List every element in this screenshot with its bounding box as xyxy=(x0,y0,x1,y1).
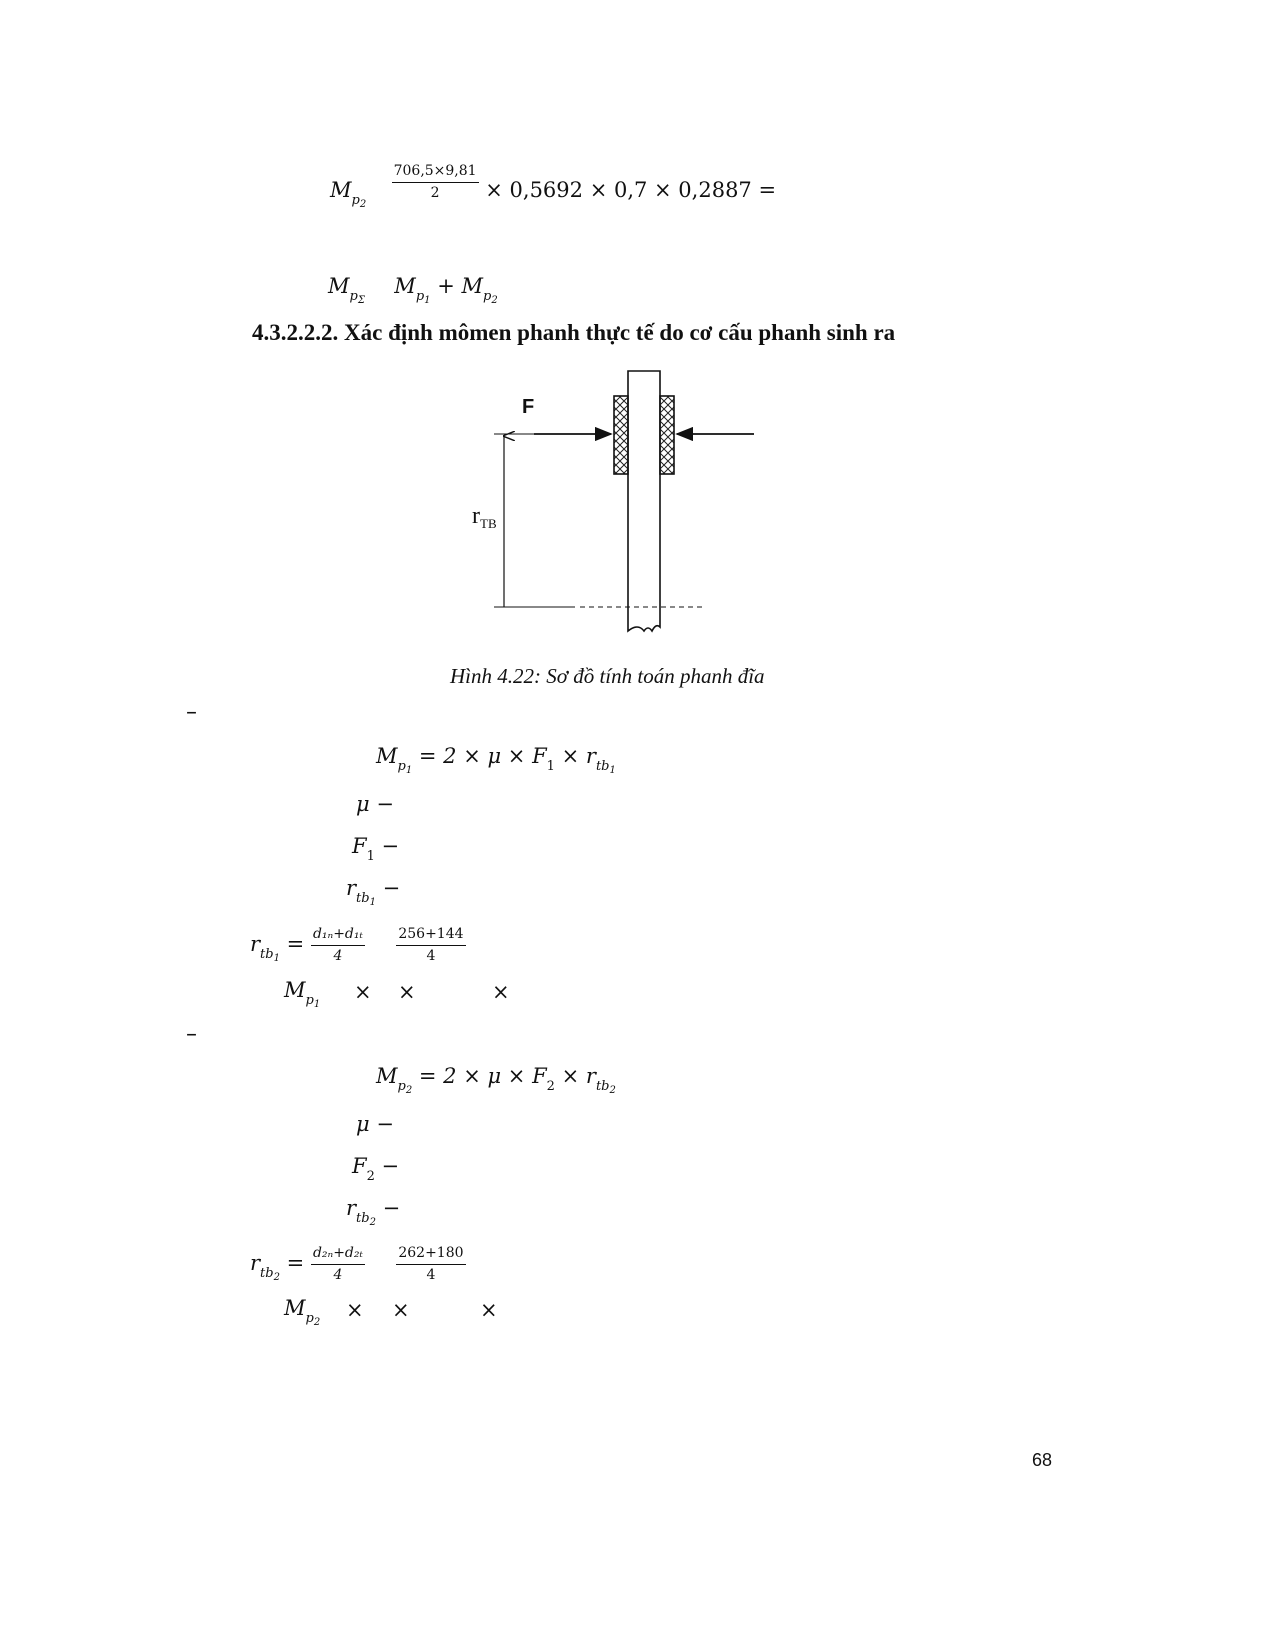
subscript xyxy=(596,1079,616,1094)
definition-r xyxy=(346,1196,401,1228)
figure-caption: Hình 4.22: Sơ đồ tính toán phanh đĩa xyxy=(450,664,765,688)
subscript xyxy=(306,993,321,1008)
fraction-denominator: 4 xyxy=(333,948,343,964)
fraction-denominator: 4 xyxy=(333,1267,343,1283)
symbol: M xyxy=(461,274,484,298)
subsubscript-text: 1 xyxy=(273,953,280,964)
subscript-text: p xyxy=(351,193,360,208)
formula-mp2 xyxy=(376,1064,616,1096)
radius-calculation xyxy=(250,1245,466,1284)
formula-rhs-tail: × r xyxy=(561,1064,596,1088)
definition-dash: − xyxy=(381,1154,400,1178)
formula-rhs: = 2 × μ × F xyxy=(418,1064,547,1088)
subscript xyxy=(416,289,431,304)
equation-mp-sum xyxy=(328,274,498,306)
subsubscript-text: 1 xyxy=(424,295,431,306)
subscript-text: tb xyxy=(595,759,610,774)
fraction xyxy=(392,163,479,202)
subsubscript-text: 2 xyxy=(491,295,498,306)
definition-dash: − xyxy=(376,1112,394,1136)
radius-calculation xyxy=(250,926,466,965)
fraction xyxy=(396,1245,465,1284)
definition-f xyxy=(352,834,400,864)
subscript xyxy=(356,891,376,906)
symbol: M xyxy=(284,1296,306,1320)
fraction-denominator: 4 xyxy=(426,1267,436,1283)
subsubscript-text: 2 xyxy=(313,1317,321,1328)
subscript-text: 2 xyxy=(366,1169,375,1184)
subsubscript-text: 2 xyxy=(359,199,367,210)
fraction xyxy=(311,1245,365,1284)
subsubscript-text: 1 xyxy=(313,999,321,1010)
symbol: μ xyxy=(356,1112,370,1136)
subscript-text: p xyxy=(305,993,314,1008)
radius-label-main: r xyxy=(472,503,480,529)
times-sign: × xyxy=(346,1298,364,1322)
bullet-dash: – xyxy=(186,1022,197,1047)
subscript xyxy=(350,289,365,304)
moment-calculation xyxy=(284,978,321,1010)
times-sign: × xyxy=(398,980,416,1004)
fraction-numerator: d₂ₙ+d₂ₜ xyxy=(311,1245,365,1265)
symbol: F xyxy=(352,1154,367,1178)
subscript-text: p xyxy=(415,289,425,304)
force-label: F xyxy=(522,396,535,418)
subscript xyxy=(596,759,616,774)
subsubscript-text: 2 xyxy=(273,1272,280,1283)
subscript xyxy=(306,1311,321,1326)
symbol: M xyxy=(284,978,306,1002)
subsubscript-text: 1 xyxy=(405,765,413,776)
symbol: r xyxy=(346,876,357,900)
subsubscript-text: 1 xyxy=(369,897,376,908)
brake-pad-left xyxy=(614,396,628,474)
subscript xyxy=(356,1211,376,1226)
symbol: M xyxy=(376,744,398,768)
fraction-numerator: 706,5×9,81 xyxy=(392,163,479,183)
subscript-text: p xyxy=(305,1311,314,1326)
subsubscript-text: 2 xyxy=(405,1085,413,1096)
fraction xyxy=(311,926,365,965)
moment-calculation xyxy=(284,1296,321,1328)
subscript-text: tb xyxy=(595,1079,610,1094)
equals-sign: = xyxy=(286,932,305,956)
formula-rhs: = 2 × μ × F xyxy=(418,744,547,768)
equals-sign: = xyxy=(286,1251,305,1275)
subscript-text: 1 xyxy=(366,849,375,864)
brake-disc xyxy=(628,371,660,631)
bullet-dash: – xyxy=(186,700,197,725)
disc-brake-diagram xyxy=(460,365,770,640)
subscript xyxy=(398,1079,413,1094)
definition-dash: − xyxy=(382,876,401,900)
subscript-text: tb xyxy=(260,947,274,962)
definition-dash: − xyxy=(381,834,400,858)
subscript xyxy=(260,947,280,962)
symbol: M xyxy=(330,178,352,202)
symbol: r xyxy=(346,1196,357,1220)
definition-mu xyxy=(356,792,394,816)
subsubscript-text: 2 xyxy=(369,1217,376,1228)
times-sign: × xyxy=(492,980,510,1004)
page-number: 68 xyxy=(1032,1450,1053,1470)
symbol: r xyxy=(250,932,261,956)
times-sign: × xyxy=(354,980,372,1004)
plus-sign: + xyxy=(437,274,455,298)
symbol: M xyxy=(376,1064,398,1088)
definition-dash: − xyxy=(382,1196,401,1220)
subsubscript-text: Σ xyxy=(357,295,365,306)
fraction-denominator: 4 xyxy=(426,948,436,964)
equation-rest: × 0,5692 × 0,7 × 0,2887 = xyxy=(485,178,777,202)
symbol: r xyxy=(250,1251,261,1275)
subscript-text: tb xyxy=(356,1211,370,1226)
subscript-text: tb xyxy=(356,891,370,906)
formula-rhs-tail: × r xyxy=(561,744,596,768)
radius-label xyxy=(472,503,497,531)
definition-mu xyxy=(356,1112,394,1136)
subscript xyxy=(260,1266,280,1281)
section-heading: 4.3.2.2.2. Xác định mômen phanh thực tế do cơ cấu phanh sinh ra xyxy=(252,320,896,345)
subscript-text: 2 xyxy=(546,1079,555,1094)
definition-dash: − xyxy=(376,792,394,816)
fraction-numerator: d₁ₙ+d₁ₜ xyxy=(311,926,365,946)
subscript xyxy=(352,193,367,208)
definition-r xyxy=(346,876,401,908)
fraction xyxy=(396,926,465,965)
subsubscript-text: 1 xyxy=(609,765,616,776)
symbol: M xyxy=(328,274,350,298)
subscript-text: p xyxy=(397,759,406,774)
symbol: μ xyxy=(356,792,370,816)
formula-mp1 xyxy=(376,744,616,776)
subscript-text: p xyxy=(483,289,492,304)
brake-pad-right xyxy=(660,396,674,474)
times-sign: × xyxy=(392,1298,410,1322)
symbol: M xyxy=(394,274,416,298)
subscript-text: p xyxy=(397,1079,406,1094)
subscript-text: p xyxy=(349,289,358,304)
subscript-text: tb xyxy=(260,1266,274,1281)
subscript-text: 1 xyxy=(546,759,555,774)
subscript xyxy=(398,759,413,774)
times-sign: × xyxy=(480,1298,498,1322)
symbol: F xyxy=(352,834,367,858)
radius-label-sub: TB xyxy=(480,516,497,531)
definition-f xyxy=(352,1154,400,1184)
fraction-numerator: 262+180 xyxy=(396,1245,465,1265)
subsubscript-text: 2 xyxy=(609,1085,616,1096)
subscript xyxy=(483,289,498,304)
fraction-denominator: 2 xyxy=(430,185,440,201)
fraction-numerator: 256+144 xyxy=(396,926,465,946)
